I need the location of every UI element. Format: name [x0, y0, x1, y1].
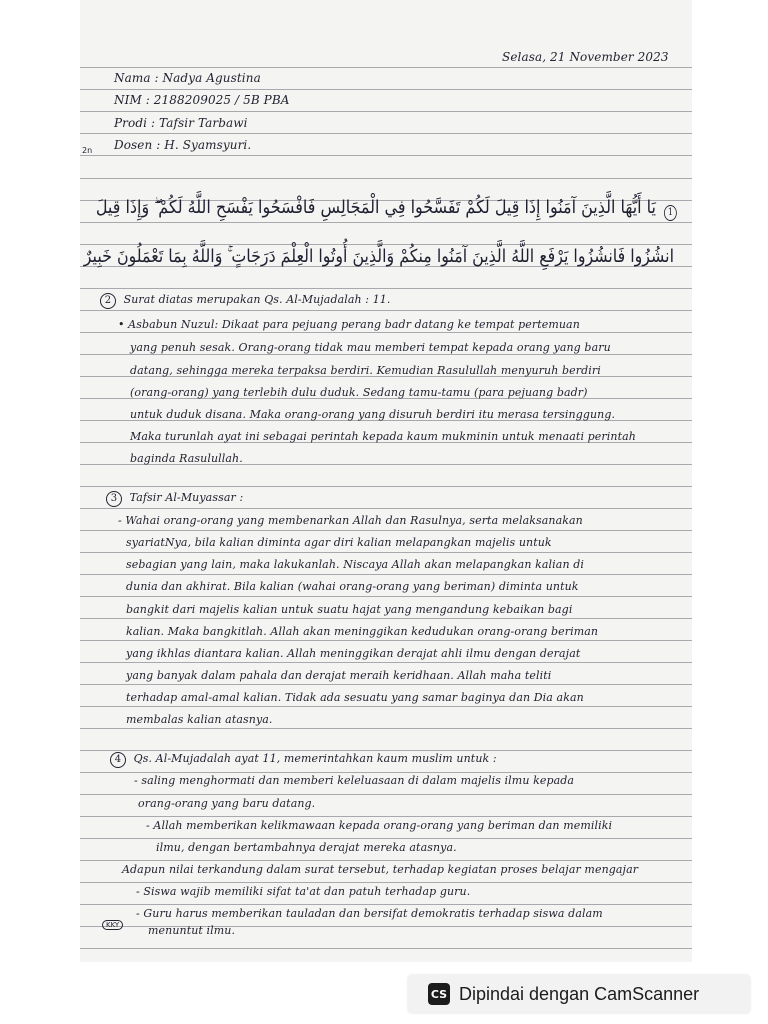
ruled-line	[80, 354, 692, 355]
section-3-line: dunia dan akhirat. Bila kalian (wahai orang-orang yang beriman) diminta untuk	[126, 580, 579, 593]
section-3-title: Tafsir Al-Muyassar :	[129, 491, 244, 504]
section-2-line: baginda Rasulullah.	[130, 452, 243, 465]
ruled-line	[80, 288, 692, 289]
dosen-field: Dosen : H. Syamsyuri.	[114, 138, 252, 152]
ruled-line	[80, 486, 692, 487]
corner-mark: KKY	[102, 920, 123, 930]
ruled-line	[80, 882, 692, 883]
section-3-number: 3	[106, 491, 122, 507]
section-3-line: - Wahai orang-orang yang membenarkan Allah dan Rasulnya, serta melaksanakan	[118, 514, 583, 527]
section-4-number: 4	[110, 752, 126, 768]
ruled-line	[80, 684, 692, 685]
watermark-text: Dipindai dengan CamScanner	[459, 983, 700, 1004]
camscanner-watermark	[408, 975, 750, 1013]
ruled-line	[80, 860, 692, 861]
ruled-line	[80, 618, 692, 619]
ruled-line	[80, 706, 692, 707]
ruled-line	[80, 904, 692, 905]
prodi-field: Prodi : Tafsir Tarbawi	[114, 116, 248, 130]
section-4-line: Adapun nilai terkandung dalam surat tersebut, terhadap kegiatan proses belajar mengajar	[122, 863, 639, 876]
edge-mark: 2n	[82, 146, 93, 155]
section-4-line: - Allah memberikan kelikmawaan kepada orang-orang yang beriman dan memiliki	[146, 819, 613, 832]
name-field: Nama : Nadya Agustina	[114, 71, 261, 85]
ruled-line	[80, 310, 692, 311]
ruled-line	[80, 67, 692, 68]
ruled-line	[80, 596, 692, 597]
ruled-line	[80, 662, 692, 663]
section-2-line: (orang-orang) yang terlebih dulu duduk. Sedang tamu-tamu (para pejuang badr)	[130, 386, 588, 399]
section-4-line: - Siswa wajib memiliki sifat ta'at dan patuh terhadap guru.	[136, 885, 471, 898]
ruled-line	[80, 838, 692, 839]
ruled-line	[80, 244, 692, 245]
ruled-line	[80, 508, 692, 509]
section-4-line: orang-orang yang baru datang.	[138, 797, 316, 810]
ruled-line	[80, 89, 692, 90]
section-1-number: 1	[664, 205, 680, 221]
section-3-heading	[106, 491, 243, 507]
ruled-line	[80, 794, 692, 795]
ruled-line	[80, 552, 692, 553]
date-text: Selasa, 21 November 2023	[502, 50, 669, 64]
section-3-line: terhadap amal-amal kalian. Tidak ada sesuatu yang samar baginya dan Dia akan	[126, 691, 584, 704]
ruled-line	[80, 111, 692, 112]
section-2-line: yang penuh sesak. Orang-orang tidak mau memberi tempat kepada orang yang baru	[130, 341, 611, 354]
section-3-line: bangkit dari majelis kalian untuk suatu hajat yang mengandung kebaikan bagi	[126, 603, 573, 616]
section-3-line: kalian. Maka bangkitlah. Allah akan meninggikan kedudukan orang-orang beriman	[126, 625, 599, 638]
section-2-line: • Asbabun Nuzul: Dikaat para pejuang perang badr datang ke tempat pertemuan	[118, 318, 580, 331]
section-4-title: Qs. Al-Mujadalah ayat 11, memerintahkan kaum muslim untuk :	[133, 752, 497, 765]
arabic-verse-line-2: انشُزُوا فَانشُزُوا يَرْفَعِ اللَّهُ الَّذِينَ آمَنُوا مِنكُمْ وَالَّذِينَ أُوتُوا الْعِلْمَ دَرَجَاتٍ ۚ وَاللَّهُ بِمَا تَعْمَلُونَ خَبِيرٌ	[83, 246, 674, 267]
ruled-line	[80, 640, 692, 641]
section-3-line: yang banyak dalam pahala dan derajat meraih keridhaan. Allah maha teliti	[126, 669, 552, 682]
section-2-title: Surat diatas merupakan Qs. Al-Mujadalah : 11.	[123, 293, 391, 306]
section-2-line: datang, sehingga mereka terpaksa berdiri. Kemudian Rasulullah menyuruh berdiri	[130, 364, 601, 377]
ruled-line	[80, 574, 692, 575]
section-2-number: 2	[100, 293, 116, 309]
arabic-verse-line-1: يَا أَيُّهَا الَّذِينَ آمَنُوا إِذَا قِيلَ لَكُمْ تَفَسَّحُوا فِي الْمَجَالِسِ فَافْسَحُوا يَفْسَحِ اللَّهُ لَكُمْ ۖ وَإِذَا قِيلَ	[95, 197, 657, 218]
ruled-line	[80, 772, 692, 773]
ruled-line	[80, 816, 692, 817]
ruled-line	[80, 728, 692, 729]
section-2-line: untuk duduk disana. Maka orang-orang yang disuruh berdiri itu merasa tersinggung.	[130, 408, 616, 421]
section-3-line: yang ikhlas diantara kalian. Allah meninggikan derajat ahli ilmu dengan derajat	[126, 647, 581, 660]
ruled-line	[80, 155, 692, 156]
section-3-line: membalas kalian atasnya.	[126, 713, 273, 726]
camscanner-logo-icon: CS	[428, 983, 450, 1005]
section-3-line: sebagian yang lain, maka lakukanlah. Niscaya Allah akan melapangkan kalian di	[126, 558, 584, 571]
section-4-line: menuntut ilmu.	[148, 924, 236, 937]
section-2-heading	[100, 293, 391, 309]
ruled-line	[80, 222, 692, 223]
ruled-line	[80, 332, 692, 333]
section-4-heading	[110, 752, 497, 768]
ruled-line	[80, 750, 692, 751]
scanned-paper	[80, 0, 692, 962]
section-4-line: - Guru harus memberikan tauladan dan bersifat demokratis terhadap siswa dalam	[136, 907, 603, 920]
ruled-line	[80, 530, 692, 531]
section-4-line: - saling menghormati dan memberi keleluasaan di dalam majelis ilmu kepada	[134, 774, 575, 787]
section-4-line: ilmu, dengan bertambahnya derajat mereka atasnya.	[156, 841, 457, 854]
section-3-line: syariatNya, bila kalian diminta agar diri kalian melapangkan majelis untuk	[126, 536, 552, 549]
ruled-line	[80, 178, 692, 179]
ruled-line	[80, 948, 692, 949]
section-2-line: Maka turunlah ayat ini sebagai perintah kepada kaum mukminin untuk menaati perintah	[130, 430, 636, 443]
nim-field: NIM : 2188209025 / 5B PBA	[114, 93, 290, 107]
ruled-line	[80, 133, 692, 134]
